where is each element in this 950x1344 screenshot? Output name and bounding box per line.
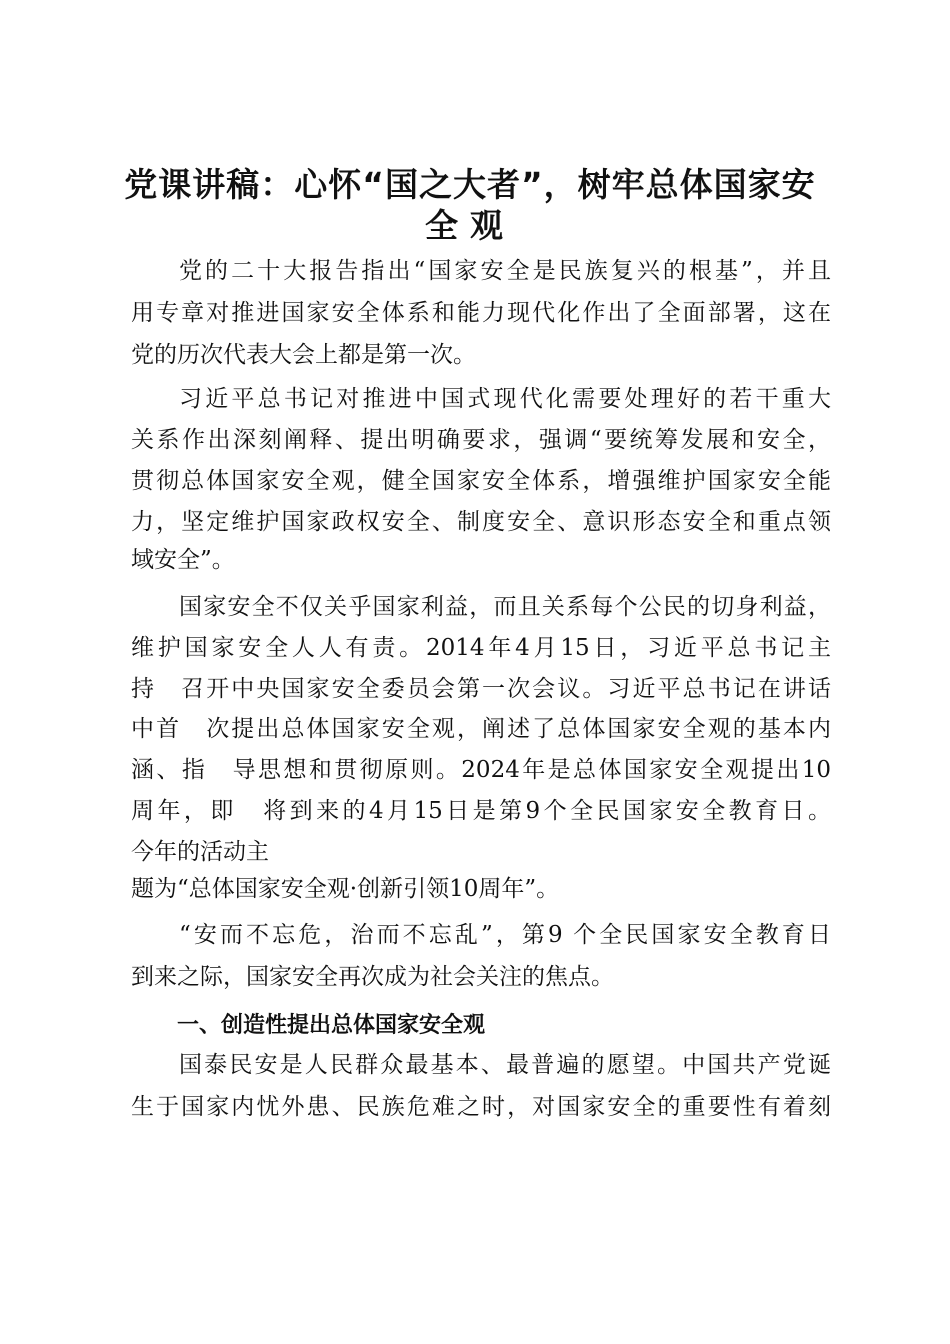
section-heading: 一、创造性提出总体国家安全观 bbox=[177, 1013, 486, 1038]
paragraph-3-line-6: 周年，即 将到来的4月15日是第9个全民国家安全教育日。 bbox=[131, 798, 831, 824]
paragraph-3-line-3: 持 召开中央国家安全委员会第一次会议。习近平总书记在讲话 bbox=[131, 676, 831, 702]
paragraph-3-line-4: 中首 次提出总体国家安全观，阐述了总体国家安全观的基本内 bbox=[131, 716, 831, 742]
paragraph-2-line-3: 贯彻总体国家安全观，健全国家安全体系，增强维护国家安全能 bbox=[131, 468, 831, 494]
paragraph-4-line-2: 到来之际，国家安全再次成为社会关注的焦点。 bbox=[131, 964, 614, 990]
paragraph-2-line-2: 关系作出深刻阐释、提出明确要求，强调“要统筹发展和安全， bbox=[131, 427, 831, 453]
paragraph-5-line-1: 国泰民安是人民群众最基本、最普遍的愿望。中国共产党诞 bbox=[179, 1052, 831, 1078]
paragraph-1-line-3: 党的历次代表大会上都是第一次。 bbox=[131, 342, 476, 368]
paragraph-3-line-8: 题为“总体国家安全观·创新引领10周年”。 bbox=[131, 876, 560, 902]
paragraph-5-line-2: 生于国家内忧外患、民族危难之时，对国家安全的重要性有着刻 bbox=[131, 1094, 831, 1120]
paragraph-1-line-2: 用专章对推进国家安全体系和能力现代化作出了全面部署，这在 bbox=[131, 300, 831, 326]
paragraph-2-line-5: 域安全”。 bbox=[131, 547, 235, 573]
document-title-line-2: 全观 bbox=[425, 206, 515, 245]
document-title-line-1: 党课讲稿：心怀“国之大者”，树牢总体国家安 bbox=[124, 165, 816, 204]
paragraph-2-line-4: 力，坚定维护国家政权安全、制度安全、意识形态安全和重点领 bbox=[131, 509, 831, 535]
paragraph-4-line-1: “安而不忘危，治而不忘乱”，第9 个全民国家安全教育日 bbox=[179, 922, 831, 948]
paragraph-3-line-7: 今年的活动主 bbox=[131, 839, 269, 865]
paragraph-3-line-1: 国家安全不仅关乎国家利益，而且关系每个公民的切身利益， bbox=[179, 594, 831, 620]
paragraph-3-line-5: 涵、指 导思想和贯彻原则。2024年是总体国家安全观提出10 bbox=[131, 757, 831, 783]
paragraph-1-line-1: 党的二十大报告指出“国家安全是民族复兴的根基”，并且 bbox=[179, 258, 831, 284]
paragraph-3-line-2: 维护国家安全人人有责。2014年4月15日，习近平总书记主 bbox=[131, 635, 831, 661]
paragraph-2-line-1: 习近平总书记对推进中国式现代化需要处理好的若干重大 bbox=[179, 386, 831, 412]
